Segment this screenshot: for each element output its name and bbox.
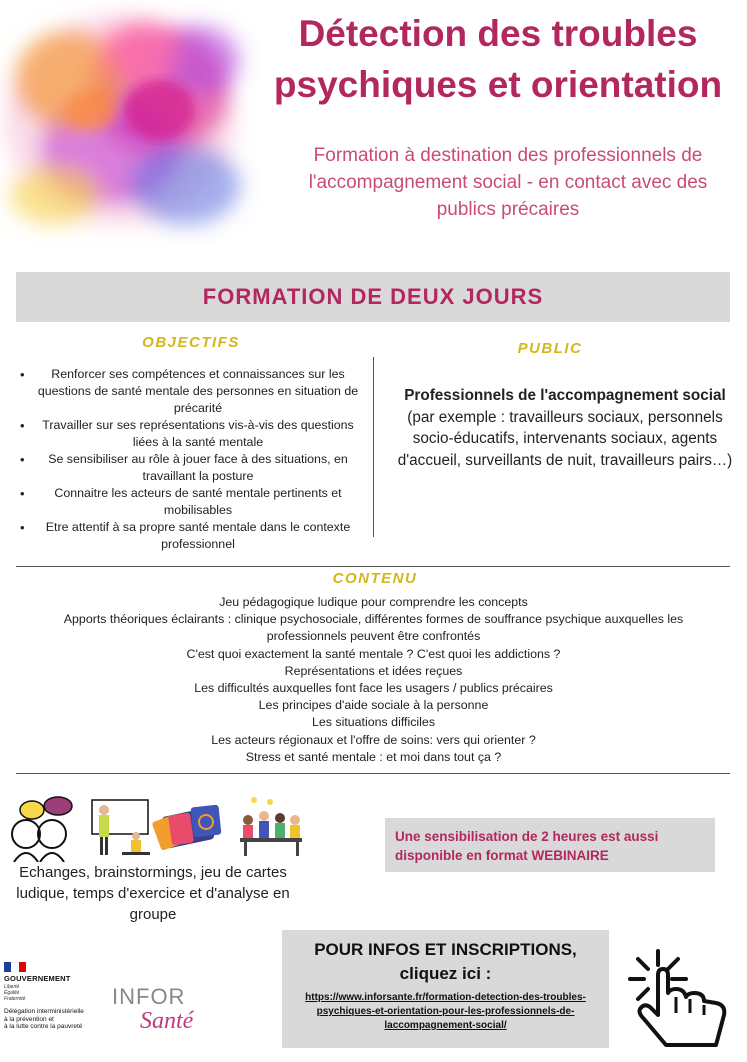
delegation-line: à la lutte contre la pauvreté — [4, 1023, 83, 1030]
objectives-list — [20, 366, 360, 553]
card-game-icon — [152, 805, 222, 851]
government-logo — [4, 962, 104, 1031]
subtitle-line-2: l'accompagnement social - en contact avec des — [308, 172, 708, 193]
methods-caption: Echanges, brainstormings, jeu de cartes ludique, temps d'exercice et d'analyse en groupe — [16, 864, 290, 923]
delegation-line: Délégation interministérielle — [4, 1008, 84, 1015]
logo-infor-text: INFOR — [112, 984, 186, 1009]
method-icons — [4, 796, 304, 862]
content-item: Les difficultés auxquelles font face les usagers / publics précaires — [194, 681, 553, 696]
content-item: Jeu pédagogique ludique pour comprendre les concepts — [219, 595, 528, 609]
delegation-text — [4, 1008, 104, 1031]
title-line-2: psychiques et orientation — [273, 64, 723, 105]
delegation-line: à la prévention et — [4, 1015, 54, 1023]
public-heading: PUBLIC — [517, 340, 583, 357]
page-subtitle — [278, 142, 738, 223]
divider-bottom — [16, 773, 730, 774]
content-list — [20, 594, 727, 766]
registration-title-line-2: cliquez ici : — [399, 964, 492, 983]
content-heading: CONTENU — [332, 570, 418, 587]
objectives-heading: OBJECTIFS — [142, 334, 240, 351]
content-item: C'est quoi exactement la santé mentale ? C'est quoi les addictions ? — [186, 646, 561, 661]
public-description — [392, 385, 738, 471]
content-item: Stress et santé mentale : et moi dans tout ça ? — [245, 749, 502, 764]
public-bold: Professionnels de l'accompagnement social — [404, 387, 726, 404]
watercolor-splash-image — [0, 0, 260, 250]
webinar-text: Une sensibilisation de 2 heures est aussi disponible en format WEBINAIRE — [395, 829, 659, 863]
discussion-icon — [12, 797, 72, 862]
content-item: Les principes d'aide sociale à la personne — [258, 698, 489, 713]
click-hand-icon — [624, 945, 734, 1050]
registration-link[interactable]: https://www.inforsante.fr/formation-detection-des-troubles-psychiques-et-orientation-pour-les-professionnels-de-laccompagnement-social/ — [305, 992, 586, 1031]
content-item: Représentations et idées reçues — [284, 663, 463, 678]
page-title — [258, 8, 738, 110]
government-motto — [4, 984, 104, 1002]
registration-title — [282, 938, 609, 986]
french-flag-icon — [4, 962, 26, 972]
content-item: Apports théoriques éclairants : clinique psychosociale, différentes formes de souffrance psychique auxquelles les — [63, 612, 684, 627]
registration-title-line-1: POUR INFOS ET INSCRIPTIONS, — [314, 940, 577, 959]
motto-line: Fraternité — [4, 996, 26, 1002]
content-item: Les situations difficiles — [311, 715, 436, 730]
duration-banner-label: FORMATION DE DEUX JOURS — [202, 284, 544, 309]
column-divider — [373, 357, 374, 537]
public-rest: (par exemple : travailleurs sociaux, personnels socio-éducatifs, intervenants sociaux, agents d'accueil, surveillants de nuit, travailleurs pairs…) — [397, 408, 733, 469]
motto-line: Liberté — [4, 984, 20, 990]
subtitle-line-1: Formation à destination des professionnels de — [313, 145, 703, 166]
content-item: professionnels peuvent être confrontés — [266, 629, 481, 644]
objective-item: • Renforcer ses compétences et connaissances sur les questions de santé mentale des personnes en situation de précarité — [20, 366, 360, 417]
divider-top — [16, 566, 730, 567]
group-work-icon — [240, 797, 302, 856]
title-line-1: Détection des troubles — [298, 13, 698, 54]
government-name: GOUVERNEMENT — [4, 974, 71, 983]
objective-item: • Se sensibiliser au rôle à jouer face à des situations, en travaillant la posture — [20, 451, 360, 485]
motto-line: Égalité — [4, 990, 20, 996]
content-item: Les acteurs régionaux et l'offre de soins: vers qui orienter ? — [211, 732, 536, 747]
objective-item: • Travailler sur ses représentations vis-à-vis des questions liées à la santé mentale — [20, 417, 360, 451]
objective-item: • Etre attentif à sa propre santé mentale dans le contexte professionnel — [20, 519, 360, 553]
teacher-board-icon — [92, 800, 150, 855]
subtitle-line-3: publics précaires — [436, 199, 580, 220]
logo-sante-text: Santé — [140, 1008, 194, 1034]
objective-item: • Connaitre les acteurs de santé mentale pertinents et mobilisables — [20, 485, 360, 519]
